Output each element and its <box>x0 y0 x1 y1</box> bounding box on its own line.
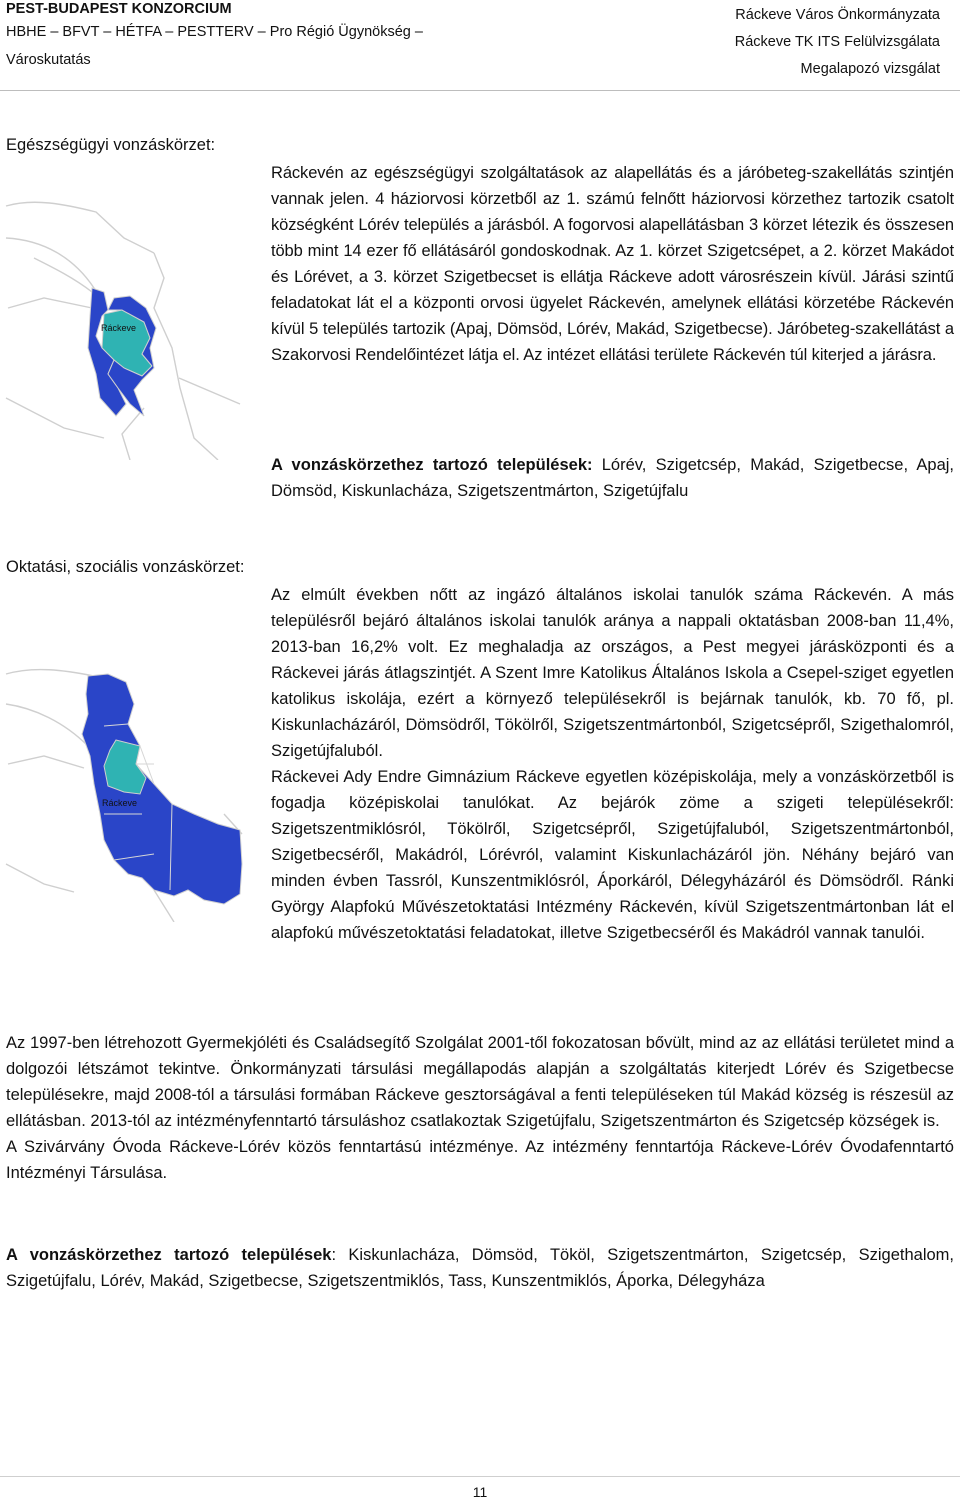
school-commuters-paragraph: Az elmúlt években nőtt az ingázó általános iskolai tanulók száma Ráckevén. A más településről bejáró általános iskolai tanulók aránya a nappali oktatásban 2008-ban 11,4%, 2013-ban 16,2% volt. Ez meghaladja az országos, a Pest megyei járásközponti és a Ráckevei járás átlagszintjét. A Szent Imre Katolikus Általános Iskola a Csepel-sziget egyetlen katolikus iskolája, ezért a környező településekről is bejárnak tanulók, kb. 70 fő, pl. Kiskunlacházáról, Dömsödről, Tökölről, Szigetszentmártonból, Szigetcsépről, Szigethalomról, Szigetújfaluból. <box>271 586 954 760</box>
health-paragraph: Ráckevén az egészségügyi szolgáltatások az alapellátás és a járóbeteg-szakellátás szintjén vannak jelen. 4 háziorvosi körzetből az 1. számú felnőtt háziorvosi körzethez tartozik csatolt községként Lórév település a járásból. A fogorvosi alapellátásban 3 körzet létezik és összesen több mint 14 ezer fő ellátásáról gondoskodnak. Az 1. körzet Szigetcsépet, a 2. körzet Makádot és Lórévet, a 3. körzet Szigetbecset is ellátja Ráckeve adott városrészein kívül. Járási szintű feladatokat lát el a központi orvosi ügyelet Ráckevén, amelynek ellátási körzetébe Ráckevén kívül 5 település tartozik (Apaj, Dömsöd, Lórév, Makád, Szigetbecse). Járóbeteg-szakellátást a Szakorvosi Rendelőintézet látja el. Az intézet ellátási területe Ráckevén túl kiterjed a járásra. <box>271 164 954 364</box>
kindergarten-paragraph: A Szivárvány Óvoda Ráckeve-Lórév közös fenntartású intézménye. Az intézmény fenntartója Ráckeve-Lórév Óvodafenntartó Intézményi Társulása. <box>6 1138 954 1182</box>
secondary-school-paragraph: Ráckevei Ady Endre Gimnázium Ráckeve egyetlen középiskolája, mely a vonzáskörzetből is fogadja középiskolai tanulókat. Az bejárók zöme a szigeti településekről: Szigetszentmiklósról, Tökölről, Szigetcsépről, Szigetújfaluból, Szigetszentmártonból, Szigetbecséről, Makádról, Lórévról, valamint Kiskunlacházáról jön. Néhány bejáró van minden évben Tassról, Kunszentmiklósról, Áporkáról, Délegyházáról és Dömsödről. Ránki György Alapfokú Művészetoktatási Intézmény Ráckevén, kívül Szigetszentmártonban lát el alapfokú művészetoktatási feladatokat, illetve Szigetbecséről és Makádról vannak tanulói. <box>271 768 954 942</box>
education-towns <box>6 1242 954 1294</box>
health-towns-list: Lórév, Szigetcsép, Makád, Szigetbecse, Apaj, Dömsöd, Kiskunlacháza, Szigetszentmárton, Szigetújfalu <box>271 456 954 500</box>
social-body <box>6 1030 954 1186</box>
document-title: Ráckeve TK ITS Felülvizsgálata <box>734 34 940 50</box>
health-body <box>271 160 954 368</box>
consortium-members: HBHE – BFVT – HÉTFA – PESTTERV – Pro Régió Ügynökség – <box>6 24 423 40</box>
education-body <box>271 582 954 946</box>
rackeve-map-label-2: Ráckeve <box>102 798 138 808</box>
header-divider <box>0 90 960 91</box>
footer-divider <box>0 1476 960 1477</box>
health-catchment-map <box>4 198 244 460</box>
rackeve-map-label: Ráckeve <box>101 323 137 333</box>
health-towns-label: A vonzáskörzethez tartozó települések: <box>271 456 593 474</box>
page-header <box>0 0 960 92</box>
family-service-paragraph: Az 1997-ben létrehozott Gyermekjóléti és Családsegítő Szolgálat 2001-től fokozatosan bővült, mind az az ellátási területet mind a dolgozói létszámot tekintve. Önkormányzati társulási megállapodás alapján a szolgáltatás kiterjedt Lórév és Szigetbecse településekre, majd 2008-tól a társulási formában Ráckeve gesztorságával a fenti településeken túl Makád község is részesül az ellátásban. 2013-tól az intézményfenntartó társuláshoz csatlakoztak Szigetújfalu, Szigetszentmárton és Szigetcsép községek is. <box>6 1034 954 1130</box>
health-towns <box>271 452 954 504</box>
catchment-municipalities <box>82 674 242 904</box>
page-number: 11 <box>472 1484 488 1500</box>
education-towns-list: : Kiskunlacháza, Dömsöd, Tököl, Szigetszentmárton, Szigetcsép, Szigethalom, Szigetújfalu, Lórév, Makád, Szigetbecse, Szigetszentmiklós, Tass, Kunszentmiklós, Áporka, Délegyháza <box>6 1246 954 1290</box>
consortium-name: PEST-BUDAPEST KONZORCIUM <box>6 1 232 17</box>
client-name: Ráckeve Város Önkormányzata <box>735 7 940 23</box>
education-section-title: Oktatási, szociális vonzáskörzet: <box>6 558 245 576</box>
header-left <box>6 0 423 74</box>
health-section-title: Egészségügyi vonzáskörzet: <box>6 136 216 154</box>
document-subtitle: Megalapozó vizsgálat <box>800 61 940 77</box>
education-catchment-map <box>4 664 244 922</box>
education-towns-label: A vonzáskörzethez tartozó települések <box>6 1246 332 1264</box>
consortium-members-cont: Városkutatás <box>6 52 91 68</box>
header-right <box>735 0 940 83</box>
